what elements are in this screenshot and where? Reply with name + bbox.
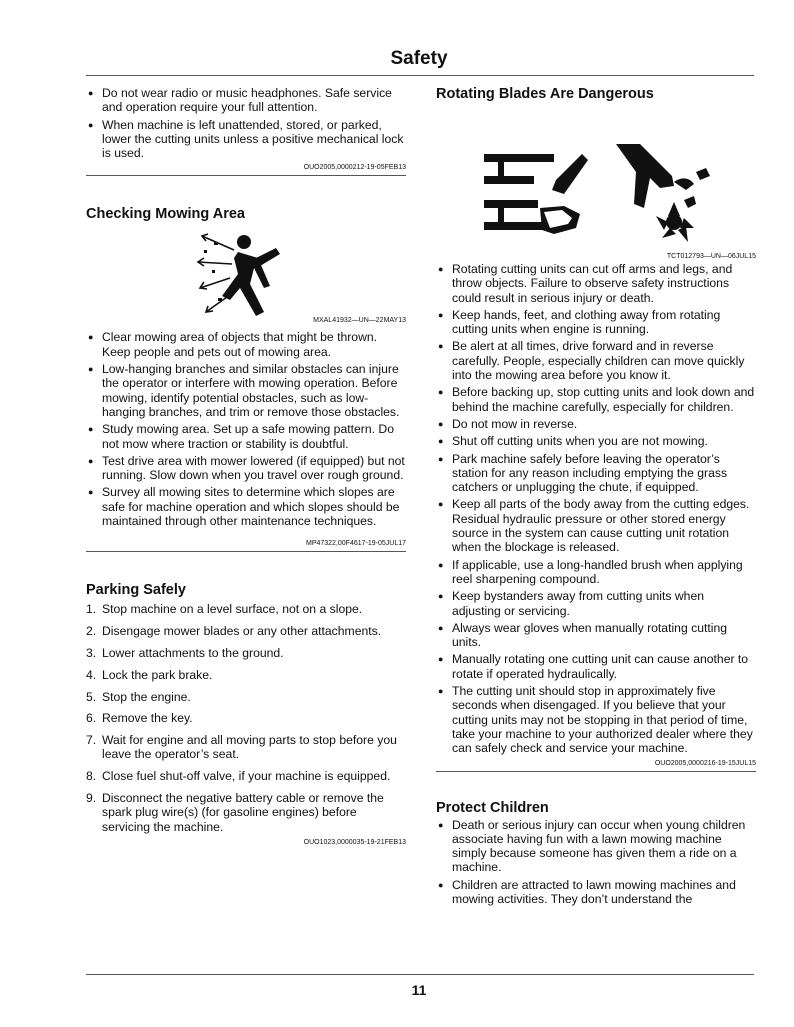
page-title: Safety <box>390 48 448 69</box>
thrown-objects-icon <box>194 228 294 324</box>
section-divider <box>86 175 406 176</box>
list-item: ● Do not mow in reverse. <box>436 417 756 431</box>
list-item: 8. Close fuel shut-off valve, if your machine is equipped. <box>86 769 391 784</box>
figure-id: MXAL41932—UN—22MAY13 <box>313 317 406 325</box>
list-item: 1. Stop machine on a level surface, not on a slope. <box>86 602 363 617</box>
list-item: ● Keep all parts of the body away from the cutting edges. Residual hydraulic pressure or other stored energy source in the system can cause cutting unit rotation when the blockage is released. <box>436 497 756 554</box>
rotating-blades-figure <box>436 110 756 260</box>
list-item: ● Be alert at all times, drive forward and in reverse carefully. People, especially children can move quickly into the mowing area before you know it. <box>436 339 756 382</box>
footer-rule <box>86 974 754 975</box>
list-item: ● Rotating cutting units can cut off arms and legs, and throw objects. Failure to observe safety instructions could result in serious injury or death. <box>436 262 756 305</box>
list-item: 7. Wait for engine and all moving parts to stop before you leave the operator’s seat. <box>86 733 397 762</box>
section-divider <box>86 551 406 552</box>
left-column <box>86 86 406 846</box>
list-item: 3. Lower attachments to the ground. <box>86 645 284 660</box>
list-item: ● Manually rotating one cutting unit can cause another to rotate if operated hydraulically. <box>436 652 756 681</box>
list-item: ● Study mowing area. Set up a safe mowing pattern. Do not mow where traction or stability is doubtful. <box>86 422 406 451</box>
foot-blade-warning-icon <box>614 142 724 252</box>
right-column <box>436 86 756 909</box>
list-item: ● Survey all mowing sites to determine which slopes are safe for machine operation and which slopes should be maintained through other maintenance techniques. <box>86 485 406 528</box>
list-item: ● The cutting unit should stop in approximately five seconds when disengaged. If you believe that your cutting units may not be stopping in that period of time, take your machine to your authorized dealer where they can safely check and service your machine. <box>436 684 756 755</box>
section-heading: Protect Children <box>436 799 549 816</box>
list-item: 6. Remove the key. <box>86 711 193 726</box>
list-item: ● Death or serious injury can occur when young children associate having fun with a lawn mowing machine simply because someone has given them a ride on a machine. <box>436 818 756 875</box>
list-item: ● Keep bystanders away from cutting units when adjusting or servicing. <box>436 589 756 618</box>
list-item: 5. Stop the engine. <box>86 689 191 704</box>
list-item: ● Test drive area with mower lowered (if equipped) but not running. Slow down when you travel over rough ground. <box>86 454 406 483</box>
reference-code: OUO2005,0000216-19-15JUL15 <box>654 759 756 767</box>
section-heading: Parking Safely <box>86 582 186 599</box>
list-item: 9. Disconnect the negative battery cable or remove the spark plug wire(s) (for gasoline engines) before servicing the machine. <box>86 791 384 834</box>
list-item: ● Before backing up, stop cutting units and look down and behind the machine carefully, especially for children. <box>436 385 756 414</box>
figure-id: TCT012793—UN—06JUL15 <box>666 253 756 260</box>
checking-bullet-list <box>86 330 406 528</box>
header-rule <box>86 75 754 76</box>
list-item: ● Children are attracted to lawn mowing machines and mowing activities. They don’t understand the <box>436 878 756 907</box>
list-item: ● Always wear gloves when manually rotating cutting units. <box>436 621 756 650</box>
list-item: 4. Lock the park brake. <box>86 667 213 682</box>
thrown-objects-figure <box>86 228 406 324</box>
reference-code: MP47322,00F4617-19-05JUL17 <box>305 540 406 548</box>
page-number: 11 <box>411 982 427 998</box>
list-item: ● If applicable, use a long-handled brush when applying reel sharpening compound. <box>436 558 756 587</box>
hand-cut-warning-icon <box>484 150 594 240</box>
section-heading: Checking Mowing Area <box>86 206 245 223</box>
reference-code: OUO1023,0000035-19-21FEB13 <box>303 839 406 847</box>
list-item: ● Keep hands, feet, and clothing away from rotating cutting units when engine is running. <box>436 308 756 337</box>
list-item: ● When machine is left unattended, stored, or parked, lower the cutting units unless a positive mechanical lock is used. <box>86 118 406 161</box>
parking-steps-list <box>86 602 406 834</box>
list-item: ● Shut off cutting units when you are not mowing. <box>436 434 756 448</box>
intro-bullet-list <box>86 86 406 160</box>
list-item: ● Do not wear radio or music headphones. Safe service and operation require your full attention. <box>86 86 406 115</box>
list-item: 2. Disengage mower blades or any other attachments. <box>86 624 382 639</box>
reference-code: OUO2005,0000212-19-05FEB13 <box>303 164 406 172</box>
section-heading: Rotating Blades Are Dangerous <box>436 86 654 102</box>
children-bullet-list <box>436 818 756 907</box>
list-item: ● Low-hanging branches and similar obstacles can injure the operator or interfere with mowing operation. Before mowing, identify potential obstacles, such as low-hanging branches, and trim or remove those obstacles. <box>86 362 406 419</box>
list-item: ● Park machine safely before leaving the operator’s station for any reason including emptying the grass catchers or unplugging the chute, if equipped. <box>436 452 756 495</box>
rotating-bullet-list <box>436 262 756 756</box>
section-divider <box>436 771 756 772</box>
list-item: ● Clear mowing area of objects that might be thrown. Keep people and pets out of mowing area. <box>86 330 406 359</box>
